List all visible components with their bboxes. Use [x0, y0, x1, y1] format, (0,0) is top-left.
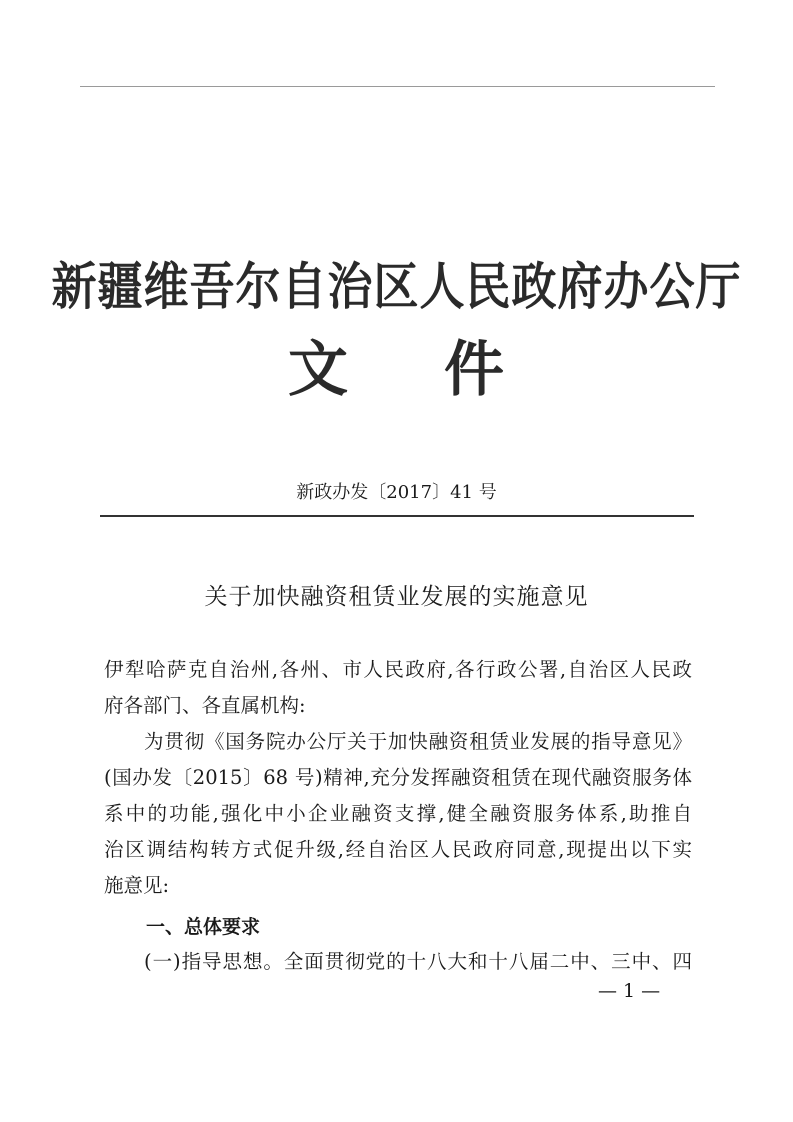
section-heading: 一、总体要求	[146, 916, 261, 938]
paragraph-1-line-5: 施意见:	[104, 874, 170, 897]
paragraph-1-line-2: (国办发〔2015〕68 号)精神,充分发挥融资租赁在现代融资服务体	[104, 766, 692, 789]
top-rule	[80, 86, 715, 87]
document-label	[0, 322, 793, 408]
document-label-char-1: 文	[288, 335, 349, 405]
document-number: 新政办发〔2017〕41 号	[296, 482, 497, 503]
addressee-line-2: 府各部门、各直属机构:	[104, 694, 306, 717]
document-body-continued	[104, 944, 692, 980]
separator-rule	[100, 515, 694, 517]
paragraph-1-line-1: 为贯彻《国务院办公厅关于加快融资租赁业发展的指导意见》	[144, 730, 692, 753]
issuer-title: 新疆维吾尔自治区人民政府办公厅	[51, 257, 742, 317]
document-subject: 关于加快融资租赁业发展的实施意见	[204, 584, 589, 610]
page-number: — 1 —	[598, 980, 661, 1002]
paragraph-2-line-1: (一)指导思想。全面贯彻党的十八大和十八届二中、三中、四	[144, 950, 692, 973]
addressee-line-1: 伊犁哈萨克自治州,各州、市人民政府,各行政公署,自治区人民政	[104, 658, 692, 681]
document-body	[104, 652, 692, 904]
paragraph-1-line-4: 治区调结构转方式促升级,经自治区人民政府同意,现提出以下实	[104, 838, 692, 861]
document-label-char-2: 件	[444, 335, 505, 405]
paragraph-1-line-3: 系中的功能,强化中小企业融资支撑,健全融资服务体系,助推自	[104, 802, 692, 825]
